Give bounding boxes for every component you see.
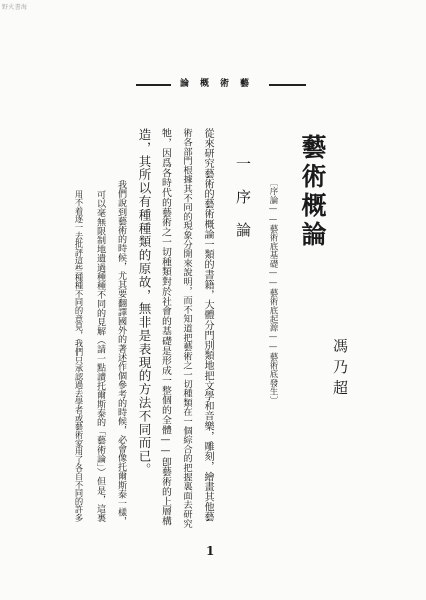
chapter-title: 藝術概論 xyxy=(298,134,327,250)
body-line: 用不着逐一去批評這些種種不同的意見，我們只承認過去學者或藝術家用了各自不同的許多 xyxy=(74,190,84,522)
body-line: 可以毫無限制地遺過種種不同的見解（請一點讀托爾斯泰的「藝術論」）但是，這裏 xyxy=(95,190,105,523)
running-head-text: 藝術概論 xyxy=(179,79,260,89)
section-heading: 一序論 xyxy=(234,156,252,255)
body-line: 造，其所以有種種類的原故，無非是表現的方法不同而已。 xyxy=(137,128,152,477)
body-line: 術各部門根據其不同的現象分開來說明，而不知道把藝術之一切種類在一個綜合的把握裏面去研究 xyxy=(181,128,192,528)
chapter-subtitle: 〔序論——藝術底基礎——藝術底起源——藝術底發生〕 xyxy=(268,178,278,405)
page-number: 1 xyxy=(206,544,215,558)
watermark: 野火書海 xyxy=(2,4,28,11)
body-line: 我們說到藝術的時候，尤其要翻譯國外的著述作個參考的時候，必會像托爾斯泰一樣， xyxy=(116,180,126,526)
body-line: 牠，因爲各時代的藝術之一切種類對於社會的基礎是形成一整個的全體——卽藝術的上層構 xyxy=(160,128,171,526)
running-head xyxy=(171,74,269,94)
author-name: 馮乃超 xyxy=(331,338,349,401)
body-line: 從來研究藝術的藝術概論一類的書籍，大體分門別類地把文學和音樂，雕刻，繪畫其他藝 xyxy=(202,128,213,522)
